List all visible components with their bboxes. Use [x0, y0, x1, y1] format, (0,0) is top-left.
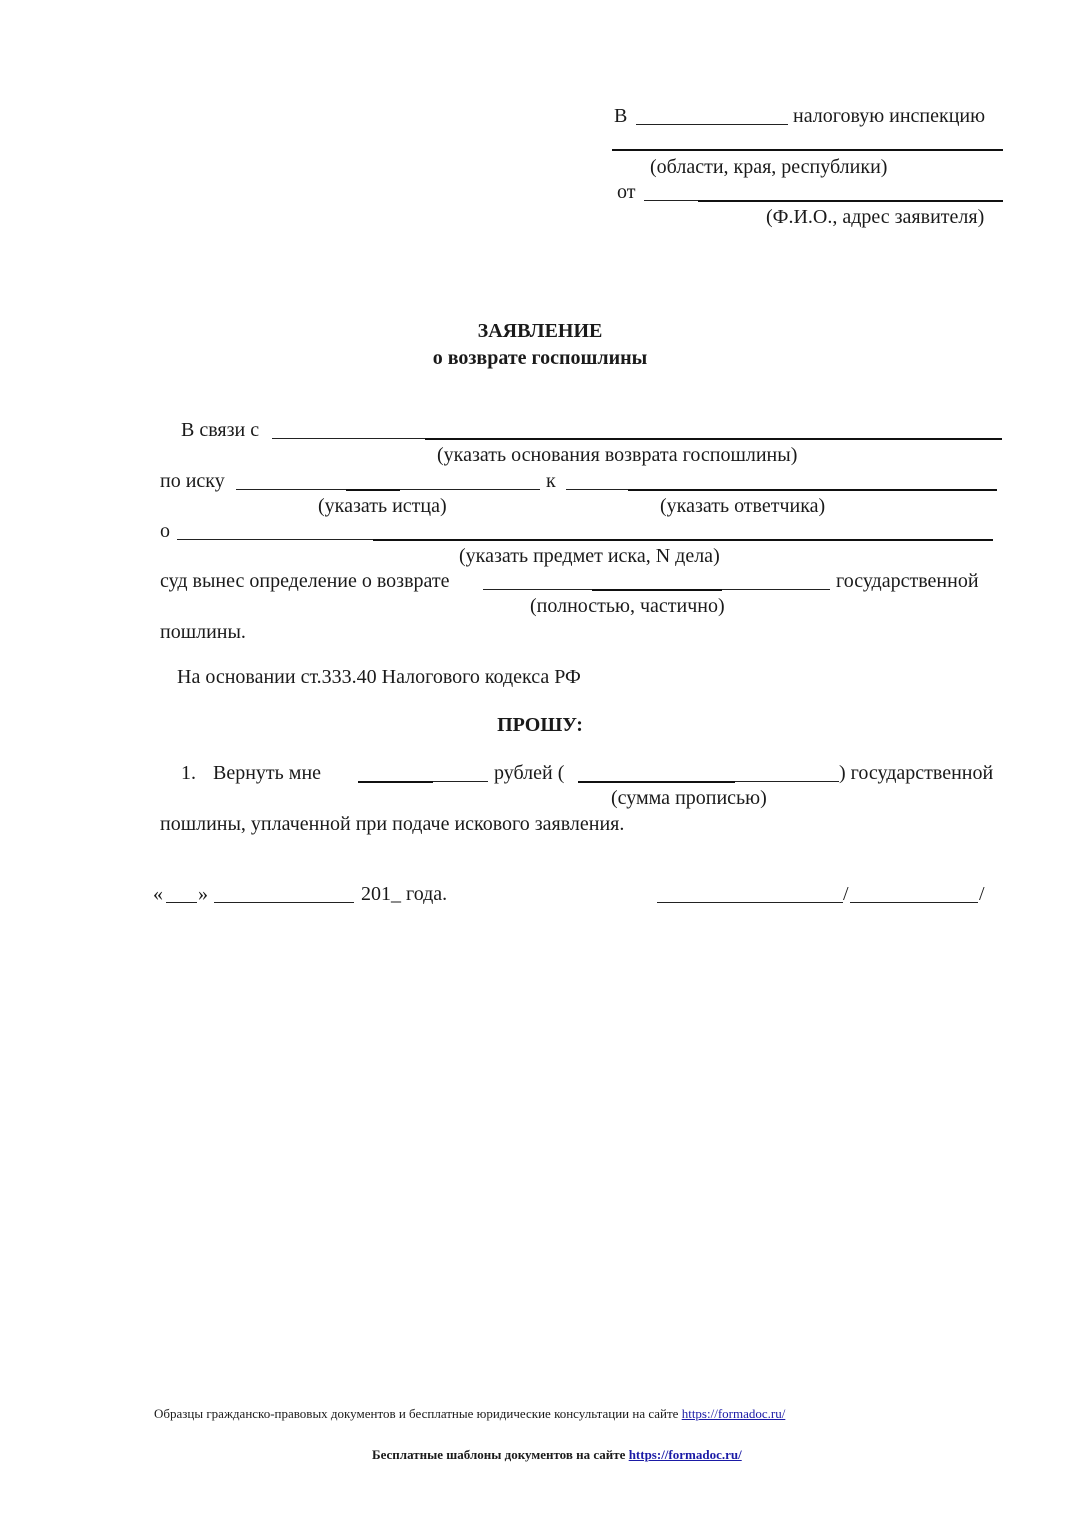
document-title: ЗАЯВЛЕНИЕ — [477, 320, 603, 342]
amount-words-field-start[interactable] — [578, 781, 735, 783]
item-number: 1. — [181, 762, 196, 784]
applicant-field[interactable] — [698, 200, 1003, 202]
line2-mid: к — [546, 470, 556, 492]
footer-line-1-text: Образцы гражданско-правовых документов и бесплатные юридические консультации на сайте — [154, 1406, 679, 1421]
region-field[interactable] — [612, 149, 1003, 151]
sum-caption: (сумма прописью) — [611, 787, 767, 809]
signature-slash-2: / — [979, 883, 985, 905]
line4-prefix: суд вынес определение о возврате — [160, 570, 450, 592]
footer-line-1 — [154, 1406, 785, 1422]
legal-basis: На основании ст.333.40 Налогового кодекса РФ — [177, 666, 581, 688]
reason-field[interactable] — [425, 438, 1002, 440]
date-close-quote: » — [198, 883, 208, 905]
date-year: 201_ года. — [361, 883, 448, 905]
date-open-quote: « — [153, 883, 163, 905]
extent-field-mid[interactable] — [592, 589, 722, 591]
amount-words-field[interactable] — [735, 781, 839, 782]
extent-caption: (полностью, частично) — [530, 595, 725, 617]
footer-line-2-text: Бесплатные шаблоны документов на сайте — [372, 1447, 626, 1462]
applicant-field-start[interactable] — [644, 200, 698, 201]
from-prefix: от — [617, 181, 636, 203]
extent-field-start[interactable] — [483, 589, 592, 590]
request-heading: ПРОШУ: — [497, 714, 583, 736]
item-mid: рублей ( — [494, 762, 565, 784]
line2-prefix: по иску — [160, 470, 225, 492]
plaintiff-field[interactable] — [400, 489, 540, 490]
line3-prefix: о — [160, 520, 170, 542]
date-month-field[interactable] — [214, 902, 354, 903]
footer-link-1[interactable]: https://formadoc.ru/ — [681, 1406, 786, 1421]
signature-field[interactable] — [657, 902, 843, 903]
subject-field-start[interactable] — [177, 539, 373, 540]
inspection-number-field[interactable] — [636, 124, 788, 125]
plaintiff-field-mid[interactable] — [346, 489, 400, 491]
line1-prefix: В связи с — [181, 419, 260, 441]
applicant-caption: (Ф.И.О., адрес заявителя) — [766, 206, 985, 228]
to-suffix: налоговую инспекцию — [793, 105, 986, 127]
line5-text: пошлины. — [160, 621, 246, 643]
signature-slash-1: / — [843, 883, 849, 905]
item-prefix: Вернуть мне — [213, 762, 322, 784]
reason-caption: (указать основания возврата госпошлины) — [437, 444, 798, 466]
extent-field[interactable] — [722, 589, 830, 590]
item-line2: пошлины, уплаченной при подаче искового заявления. — [160, 813, 625, 835]
footer-line-2 — [372, 1447, 742, 1463]
reason-field-start[interactable] — [272, 438, 425, 439]
subject-caption: (указать предмет иска, N дела) — [459, 545, 720, 567]
subject-field[interactable] — [373, 539, 993, 541]
line4-suffix: государственной — [836, 570, 979, 592]
footer-link-2[interactable]: https://formadoc.ru/ — [628, 1447, 742, 1462]
amount-field-start[interactable] — [358, 781, 433, 783]
to-prefix: В — [614, 105, 628, 127]
defendant-field[interactable] — [628, 489, 997, 491]
defendant-caption: (указать ответчика) — [660, 495, 826, 517]
region-caption: (области, края, республики) — [650, 156, 888, 178]
signature-name-field[interactable] — [850, 902, 978, 903]
amount-field[interactable] — [433, 781, 488, 782]
defendant-field-start[interactable] — [566, 489, 628, 490]
plaintiff-caption: (указать истца) — [318, 495, 447, 517]
date-day-field[interactable] — [166, 902, 197, 903]
item-suffix: ) государственной — [839, 762, 994, 784]
document-subtitle: о возврате госпошлины — [432, 347, 648, 369]
plaintiff-field-start[interactable] — [236, 489, 346, 490]
